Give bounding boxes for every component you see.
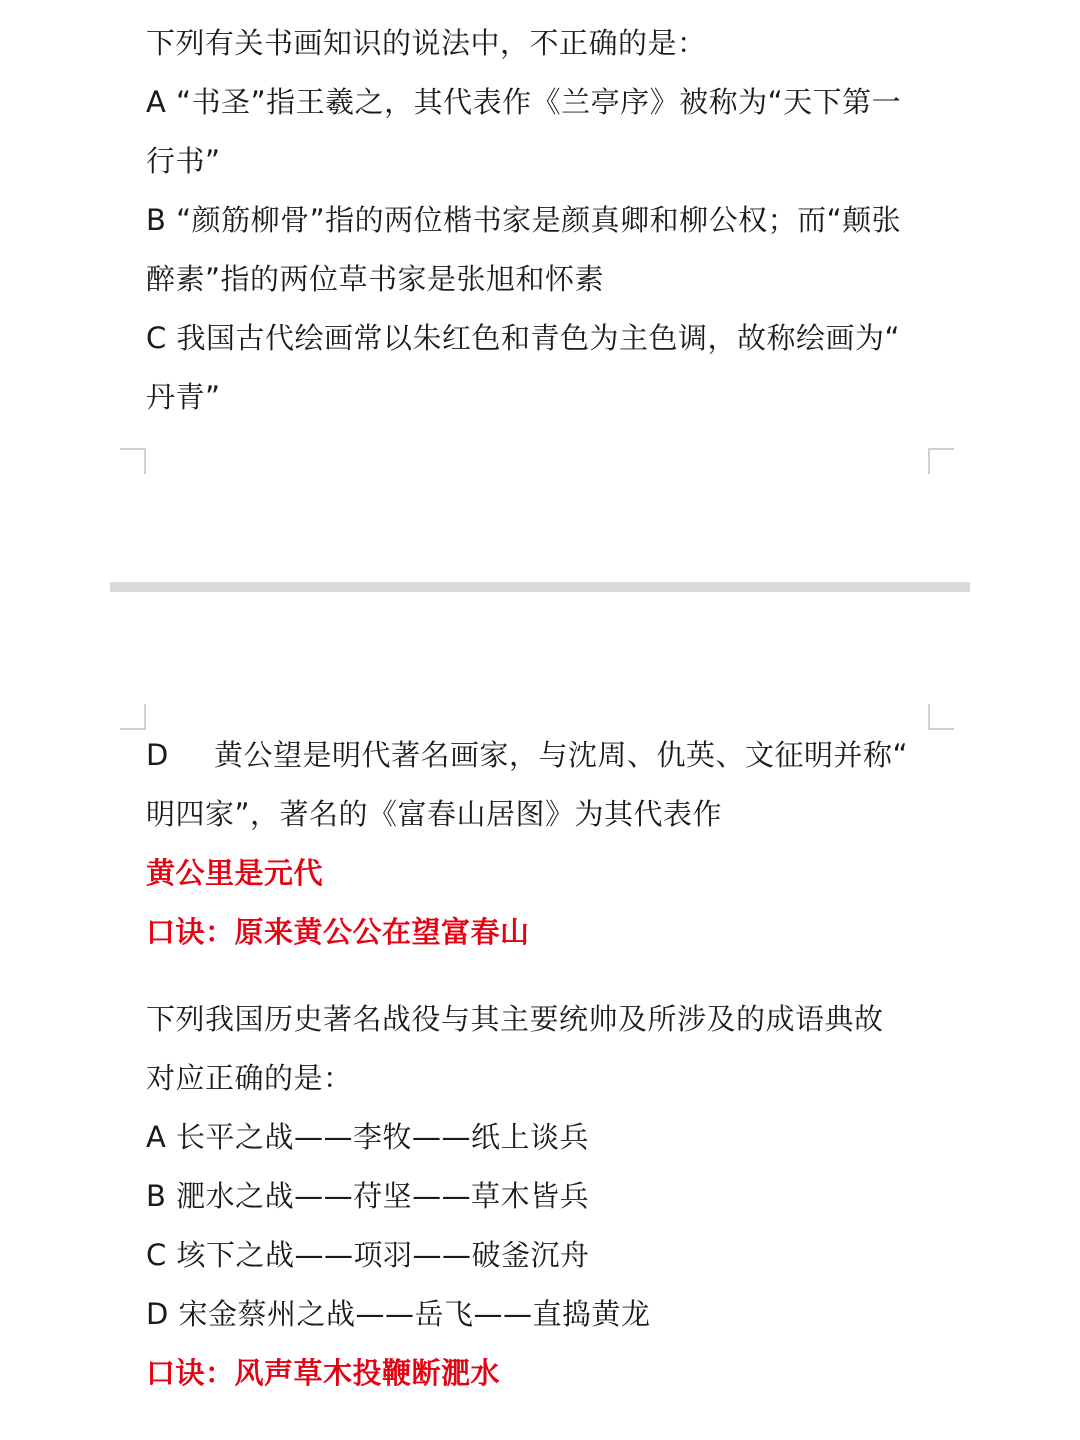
option-d-line-2: 明四家”，著名的《富春山居图》为其代表作 xyxy=(146,797,723,831)
option-c-line-2: 丹青” xyxy=(146,380,221,414)
page-separator xyxy=(110,582,970,592)
mnemonic-2: 口诀：风声草木投鞭断淝水 xyxy=(146,1356,501,1390)
page-corner-mark-bottom-left xyxy=(120,448,146,474)
option-b-line-2: 醉素”指的两位草书家是张旭和怀素 xyxy=(146,262,605,296)
option-d-text: 黄公望是明代著名画家，与沈周、仇英、文征明并称“ xyxy=(214,738,909,772)
option-a-line-2: 行书” xyxy=(146,144,221,178)
option-b-line-1: B “颜筋柳骨”指的两位楷书家是颜真卿和柳公权；而“颠张 xyxy=(146,203,902,237)
q2-option-b: B 淝水之战——苻坚——草木皆兵 xyxy=(146,1179,590,1213)
mnemonic-1: 口诀：原来黄公公在望富春山 xyxy=(146,915,530,949)
question-1 xyxy=(146,14,946,427)
question-1-continued xyxy=(146,726,946,962)
page-corner-mark-bottom-right xyxy=(928,448,954,474)
option-a-line-1: A “书圣”指王羲之，其代表作《兰亭序》被称为“天下第一 xyxy=(146,85,902,119)
option-d-line-1 xyxy=(146,726,946,785)
question-2-stem-line-1: 下列我国历史著名战役与其主要统帅及所涉及的成语典故 xyxy=(146,1002,884,1036)
q2-option-a: A 长平之战——李牧——纸上谈兵 xyxy=(146,1120,590,1154)
option-c-line-1: C 我国古代绘画常以朱红色和青色为主色调，故称绘画为“ xyxy=(146,321,900,355)
q2-option-c: C 垓下之战——项羽——破釜沉舟 xyxy=(146,1238,590,1272)
answer-note: 黄公里是元代 xyxy=(146,856,324,890)
option-d-label: D xyxy=(146,738,169,772)
question-1-stem: 下列有关书画知识的说法中，不正确的是： xyxy=(146,26,707,60)
q2-option-d: D 宋金蔡州之战——岳飞——直捣黄龙 xyxy=(146,1297,651,1331)
question-2 xyxy=(146,990,946,1403)
question-2-stem-line-2: 对应正确的是： xyxy=(146,1061,353,1095)
page-corner-mark-top-left xyxy=(120,704,146,730)
